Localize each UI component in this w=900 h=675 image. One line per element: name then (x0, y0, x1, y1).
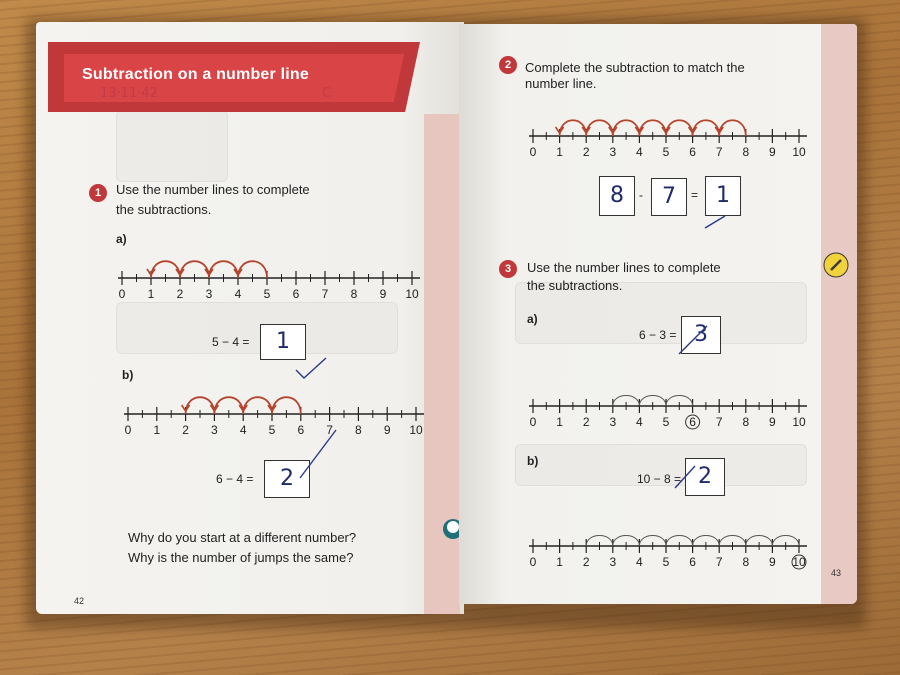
page-title: Subtraction on a number line (82, 66, 309, 83)
number-line-label: 5 (662, 555, 670, 569)
reasoning-question-line2: Why is the number of jumps the same? (128, 550, 354, 565)
page-number-right: 43 (831, 568, 842, 578)
number-line-label: 0 (529, 555, 537, 569)
q1-instruction-line1: Use the number lines to complete (116, 182, 310, 197)
number-line-label: 4 (234, 287, 242, 301)
number-line-3b (525, 516, 815, 572)
number-line-label: 6 (297, 423, 305, 437)
handwritten-initial: C (322, 86, 332, 101)
subtraction-box-jumps: 7 (651, 178, 687, 216)
answer-box-3a: 3 (681, 316, 721, 354)
part-b-label: b) (122, 368, 134, 382)
q2-instruction-line1: Complete the subtraction to match the (525, 60, 745, 75)
number-line-label: 4 (239, 423, 247, 437)
q1-instruction-line2: the subtractions. (116, 202, 212, 217)
q2-instruction-line2: number line. (525, 76, 597, 91)
number-line-1a (114, 244, 424, 306)
number-line-label: 0 (529, 145, 537, 159)
number-line-label: 9 (769, 145, 776, 159)
q3-instruction-line1: Use the number lines to complete (527, 260, 721, 275)
number-line-label: 9 (769, 555, 776, 569)
number-line-label: 9 (769, 415, 776, 429)
number-line-1b (120, 378, 430, 446)
number-line-label: 1 (556, 145, 563, 159)
number-line-label: 4 (636, 145, 643, 159)
number-line-label: 8 (355, 423, 362, 437)
reasoning-question-line1: Why do you start at a different number? (128, 530, 357, 545)
equation-1b: 6 − 4 = (216, 472, 254, 486)
handwritten-date: 13·11·42 (100, 86, 158, 101)
number-line-label: 7 (326, 423, 333, 437)
number-line-label: 0 (124, 423, 132, 437)
number-line-label: 3 (211, 423, 218, 437)
number-line-label: 5 (268, 423, 276, 437)
tick-mark-check (677, 324, 711, 358)
number-line-label: 6 (292, 287, 300, 301)
number-line-label: 2 (582, 145, 590, 159)
number-line-label: 9 (379, 287, 387, 301)
number-line-label: 3 (609, 415, 617, 429)
number-line-2 (525, 102, 815, 164)
question-number-1: 1 (89, 184, 107, 202)
number-line-label: 1 (556, 555, 563, 569)
q3-instruction-line2: the subtractions. (527, 278, 623, 293)
question-number-2: 2 (499, 56, 517, 74)
tick-mark-check (703, 212, 729, 232)
question-number-3: 3 (499, 260, 517, 278)
number-line-label: 5 (263, 287, 271, 301)
answer-box-1a: 1 (260, 324, 306, 360)
show-through-picture (116, 302, 398, 354)
number-line-label: 10 (792, 555, 806, 569)
number-line-label: 2 (176, 287, 184, 301)
equation-1a: 5 − 4 = (212, 335, 250, 349)
number-line-label: 6 (689, 145, 696, 159)
number-line-label: 7 (321, 287, 329, 301)
number-line-label: 8 (742, 145, 750, 159)
number-line-label: 4 (636, 415, 643, 429)
equation-3b: 10 − 8 = (637, 472, 682, 486)
number-line-label: 10 (405, 287, 419, 301)
number-line-label: 8 (742, 555, 750, 569)
page-number-left: 42 (74, 596, 85, 606)
subtraction-box-start: 8 (599, 176, 635, 216)
number-line-label: 10 (409, 423, 423, 437)
tick-mark-check (294, 356, 330, 380)
number-line-label: 3 (609, 145, 617, 159)
part-a-label: a) (116, 232, 127, 246)
number-line-label: 2 (182, 423, 189, 437)
number-line-label: 10 (792, 145, 806, 159)
number-line-label: 0 (529, 415, 537, 429)
number-line-label: 6 (689, 415, 696, 429)
part-b-label: b) (527, 454, 539, 468)
number-line-label: 2 (582, 555, 590, 569)
number-line-label: 8 (350, 287, 358, 301)
equals-sign: = (691, 188, 699, 202)
equation-3a: 6 − 3 = (639, 328, 677, 342)
number-line-label: 1 (147, 287, 155, 301)
part-a-label: a) (527, 312, 538, 326)
right-page (459, 24, 857, 604)
number-line-3a (525, 380, 815, 432)
show-through-picture (116, 110, 228, 182)
answer-box-1b: 2 (264, 460, 310, 498)
number-line-label: 1 (556, 415, 563, 429)
answer-box-3b: 2 (685, 458, 725, 496)
left-page (36, 22, 464, 614)
number-line-label: 7 (715, 415, 723, 429)
number-line-label: 2 (582, 415, 590, 429)
number-line-label: 1 (153, 423, 161, 437)
number-line-label: 8 (742, 415, 750, 429)
minus-sign: - (639, 188, 643, 202)
page-edge-strip (821, 24, 857, 604)
number-line-label: 5 (662, 145, 670, 159)
number-line-label: 7 (715, 145, 723, 159)
number-line-label: 3 (609, 555, 617, 569)
subtraction-box-answer: 1 (705, 176, 741, 216)
number-line-label: 4 (636, 555, 643, 569)
number-line-label: 10 (792, 415, 806, 429)
number-line-label: 7 (715, 555, 723, 569)
number-line-label: 3 (205, 287, 213, 301)
pencil-icon (823, 252, 849, 278)
number-line-label: 6 (689, 555, 696, 569)
number-line-label: 0 (118, 287, 126, 301)
number-line-label: 5 (662, 415, 670, 429)
number-line-label: 9 (383, 423, 391, 437)
tick-mark-check (673, 464, 699, 492)
tick-mark-check (298, 426, 338, 486)
